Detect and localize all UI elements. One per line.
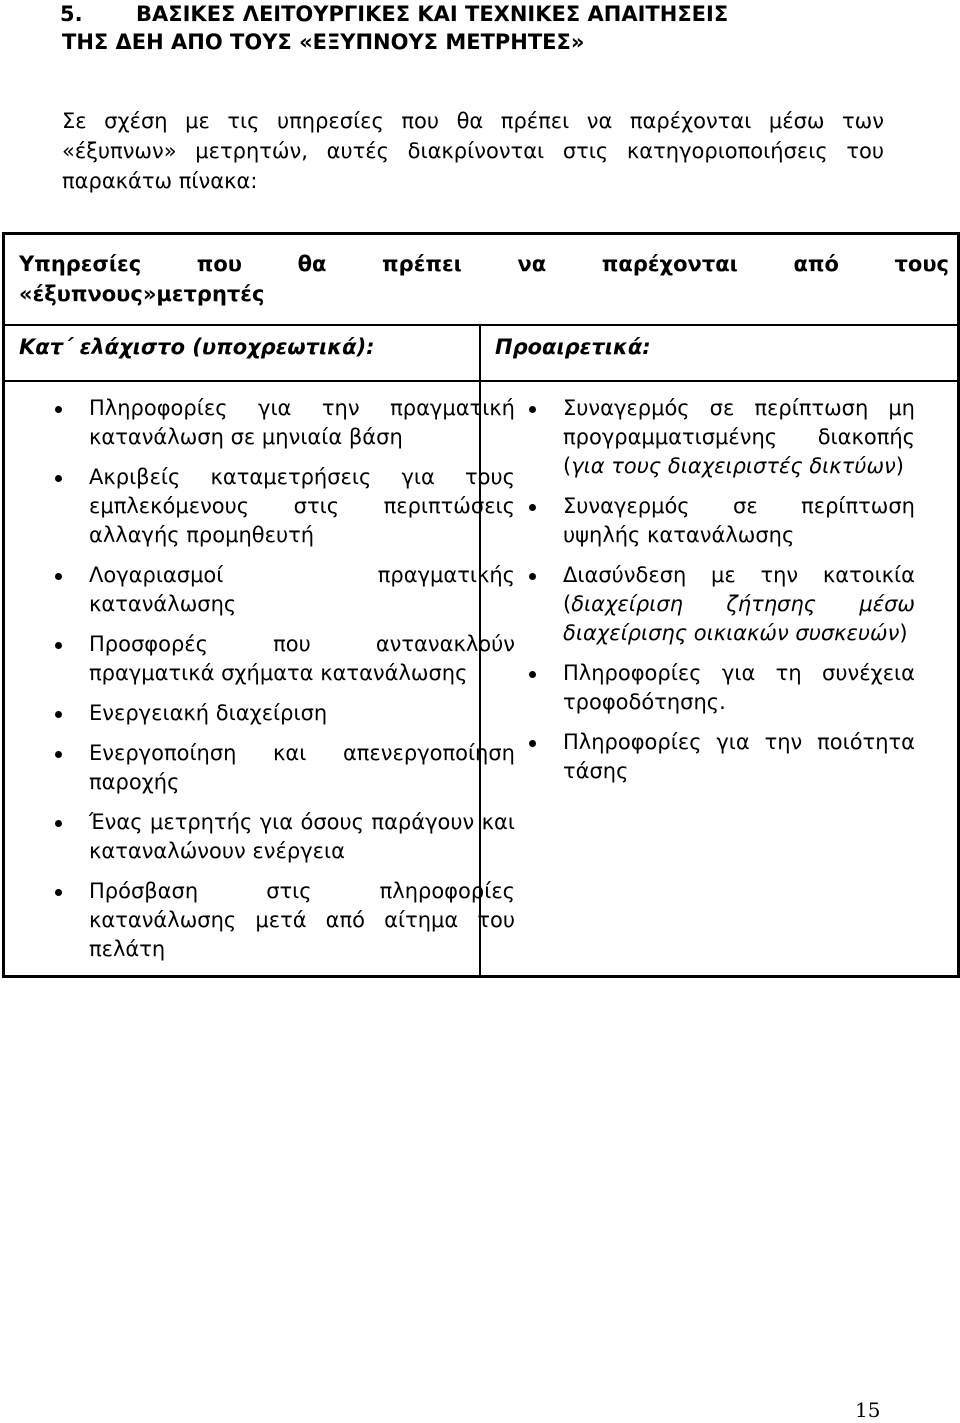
list-item: Διασύνδεση με την κατοικία (διαχείριση ζήτησης μέσω διαχείρισης οικιακών συσκευών) <box>481 561 915 648</box>
header-word: που <box>196 252 242 276</box>
header-word: τους <box>894 252 949 276</box>
bullet-icon <box>55 406 62 413</box>
section-number: 5. <box>60 2 83 26</box>
bullet-icon <box>55 573 62 580</box>
mandatory-column-heading: Κατ΄ ελάχιστο (υποχρεωτικά): <box>5 326 481 382</box>
list-item: Ακριβείς καταμετρήσεις για τους εμπλεκόμενους στις περιπτώσεις αλλαγής προμηθευτή <box>5 463 515 550</box>
header-word: πρέπει <box>382 252 462 276</box>
table-header-line2: «έξυπνους»μετρητές <box>19 282 265 306</box>
optional-list <box>481 382 957 786</box>
bullet-icon <box>55 475 62 482</box>
list-item: Λογαριασμοί πραγματικής κατανάλωσης <box>5 561 515 619</box>
page-number: 15 <box>855 1398 881 1422</box>
table-header-cell <box>5 235 957 326</box>
header-word: θα <box>297 252 327 276</box>
header-word: να <box>517 252 547 276</box>
table-header <box>19 249 949 309</box>
header-word: Υπηρεσίες <box>19 252 142 276</box>
list-item: Πληροφορίες για την πραγματική κατανάλωση σε μηνιαία βάση <box>5 394 515 452</box>
list-item: Συναγερμός σε περίπτωση υψηλής κατανάλωσης <box>481 492 915 550</box>
services-table <box>2 232 960 978</box>
bullet-icon <box>55 751 62 758</box>
optional-column <box>481 382 957 975</box>
bullet-icon <box>529 406 536 413</box>
section-title-line2: ΤΗΣ ΔΕΗ ΑΠΟ ΤΟΥΣ «ΕΞΥΠΝΟΥΣ ΜΕΤΡΗΤΕΣ» <box>62 30 585 54</box>
list-item: Ενεργοποίηση και απενεργοποίηση παροχής <box>5 739 515 797</box>
bullet-icon <box>55 889 62 896</box>
bullet-icon <box>529 573 536 580</box>
mandatory-list <box>5 382 515 964</box>
list-item: Συναγερμός σε περίπτωση μη προγραμματισμένης διακοπής (για τους διαχειριστές δικτύων) <box>481 394 915 481</box>
bullet-icon <box>55 711 62 718</box>
list-item: Ένας μετρητής για όσους παράγουν και καταναλώνουν ενέργεια <box>5 808 515 866</box>
table-header-line1 <box>19 249 949 279</box>
bullet-icon <box>529 671 536 678</box>
bullet-icon <box>55 642 62 649</box>
list-item: Πληροφορίες για τη συνέχεια τροφοδότησης. <box>481 659 915 717</box>
section-heading <box>62 0 942 56</box>
mandatory-column <box>5 382 515 975</box>
header-word: παρέχονται <box>601 252 738 276</box>
bullet-icon <box>529 740 536 747</box>
header-word: από <box>793 252 839 276</box>
list-item: Προσφορές που αντανακλούν πραγματικά σχήματα κατανάλωσης <box>5 630 515 688</box>
intro-paragraph: Σε σχέση με τις υπηρεσίες που θα πρέπει να παρέχονται μέσω των «έξυπνων» μετρητών, αυτές διακρίνονται στις κατηγοριοποιήσεις του παρακάτω πίνακα: <box>62 109 884 193</box>
bullet-icon <box>55 820 62 827</box>
list-item: Πληροφορίες για την ποιότητα τάσης <box>481 728 915 786</box>
list-item: Ενεργειακή διαχείριση <box>5 699 515 728</box>
list-item: Πρόσβαση στις πληροφορίες κατανάλωσης μετά από αίτημα του πελάτη <box>5 877 515 964</box>
bullet-icon <box>529 504 536 511</box>
section-title-line1: ΒΑΣΙΚΕΣ ΛΕΙΤΟΥΡΓΙΚΕΣ ΚΑΙ ΤΕΧΝΙΚΕΣ ΑΠΑΙΤΗΣΕΙΣ <box>136 2 729 26</box>
optional-column-heading: Προαιρετικά: <box>481 326 957 382</box>
